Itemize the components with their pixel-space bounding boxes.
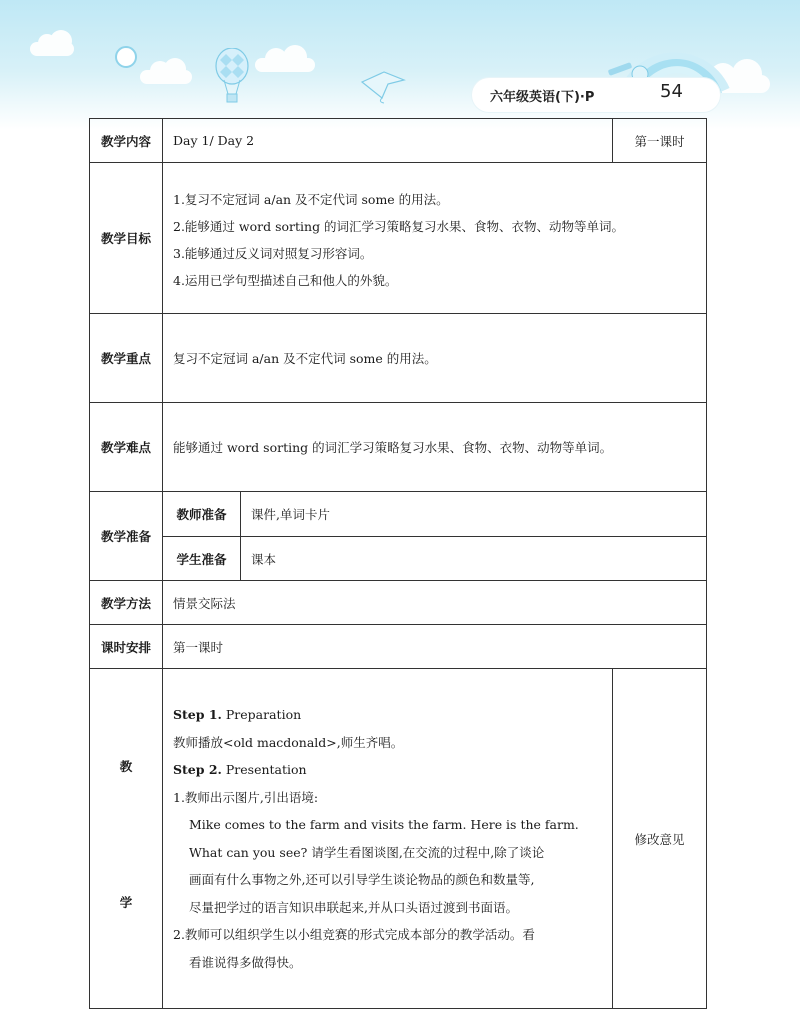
- hot-air-balloon-icon: [212, 48, 252, 106]
- content-period: 第一课时: [613, 119, 707, 163]
- step2-item1-line3: 画面有什么事物之外,还可以引导学生谈论物品的颜色和数量等,: [189, 872, 535, 887]
- cloud-decoration: [255, 58, 315, 72]
- label-teacher-prep: 教师准备: [163, 492, 241, 537]
- step2-item1-line4: 尽量把学过的语言知识串联起来,并从口头语过渡到书面语。: [189, 899, 518, 915]
- label-goals: 教学目标: [90, 163, 163, 314]
- label-process-bottom: 学: [119, 895, 133, 910]
- goal-item: 4.运用已学句型描述自己和他人的外貌。: [173, 273, 398, 288]
- row-preparation-teacher: [90, 492, 707, 537]
- student-prep-value: 课本: [241, 537, 707, 581]
- page-number: 54: [660, 81, 683, 102]
- goal-item: 2.能够通过 word sorting 的词汇学习策略复习水果、食物、衣物、动物等单词。: [173, 219, 625, 234]
- method-value: 情景交际法: [163, 581, 707, 625]
- process-steps: [163, 669, 613, 1009]
- label-process: [90, 669, 163, 1009]
- row-content: [90, 119, 707, 163]
- step1-title: Preparation: [225, 707, 302, 722]
- goal-item: 1.复习不定冠词 a/an 及不定代词 some 的用法。: [173, 192, 449, 207]
- label-preparation: 教学准备: [90, 492, 163, 581]
- step2-item1-line1: Mike comes to the farm and visits the farm. Here is the farm.: [189, 817, 579, 832]
- step2-number: Step 2.: [173, 762, 222, 777]
- row-process: [90, 669, 707, 1009]
- teacher-prep-value: 课件,单词卡片: [241, 492, 707, 537]
- step1-heading: [173, 701, 602, 729]
- step2-item1: 1.教师出示图片,引出语境:: [173, 789, 319, 805]
- label-process-top: 教: [119, 759, 133, 774]
- step2-title: Presentation: [225, 762, 307, 777]
- row-preparation-student: [90, 537, 707, 581]
- difficulties-value: 能够通过 word sorting 的词汇学习策略复习水果、食物、衣物、动物等单词。: [163, 403, 707, 492]
- row-schedule: [90, 625, 707, 669]
- cloud-decoration: [140, 70, 192, 84]
- step2-item2: 2.教师可以组织学生以小组竞赛的形式完成本部分的教学活动。看: [173, 927, 535, 942]
- label-key-points: 教学重点: [90, 314, 163, 403]
- book-title: 六年级英语(下)·P: [490, 90, 595, 105]
- sun-icon: [115, 46, 137, 68]
- step2-item2-line2: 看谁说得多做得快。: [189, 954, 302, 970]
- goals-list: [163, 163, 707, 314]
- kite-icon: [360, 68, 406, 104]
- label-method: 教学方法: [90, 581, 163, 625]
- label-schedule: 课时安排: [90, 625, 163, 669]
- label-difficulties: 教学难点: [90, 403, 163, 492]
- row-method: [90, 581, 707, 625]
- label-student-prep: 学生准备: [163, 537, 241, 581]
- key-points-value: 复习不定冠词 a/an 及不定代词 some 的用法。: [163, 314, 707, 403]
- cloud-decoration: [30, 42, 74, 56]
- row-goals: [90, 163, 707, 314]
- step1-number: Step 1.: [173, 707, 222, 722]
- remarks-column: 修改意见: [613, 669, 707, 1009]
- row-key-points: [90, 314, 707, 403]
- row-difficulties: [90, 403, 707, 492]
- content-value: Day 1/ Day 2: [163, 119, 613, 163]
- step1-text: 教师播放<old macdonald>,师生齐唱。: [173, 734, 404, 750]
- step2-item1-line2: What can you see? 请学生看图谈图,在交流的过程中,除了谈论: [189, 844, 545, 860]
- schedule-value: 第一课时: [163, 625, 707, 669]
- lesson-plan-table: [89, 118, 707, 1009]
- label-content: 教学内容: [90, 119, 163, 163]
- goal-item: 3.能够通过反义词对照复习形容词。: [173, 246, 373, 261]
- step2-heading: [173, 756, 602, 784]
